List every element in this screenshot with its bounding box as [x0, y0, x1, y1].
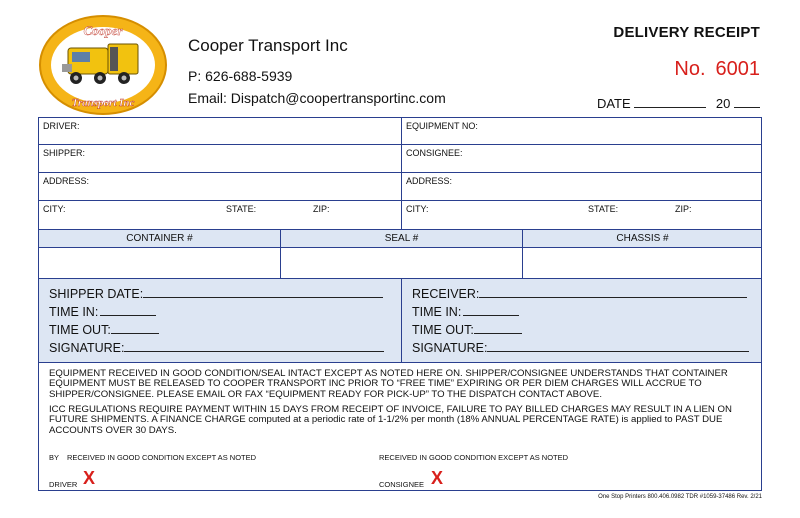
equipment-no-label: EQUIPMENT NO: [406, 121, 478, 131]
date-year: 20 [715, 96, 731, 111]
seal-input[interactable] [281, 248, 522, 278]
receipt-form [38, 117, 762, 491]
equipment-value-row [39, 248, 761, 279]
shipper-label: SHIPPER: [43, 148, 86, 158]
shipper-zip-field[interactable] [309, 201, 389, 229]
terms-paragraph-1: EQUIPMENT RECEIVED IN GOOD CONDITION/SEAL INTACT EXCEPT AS NOTED HERE ON. SHIPPER/CONSIGNEE UNDERSTANDS THAT CONTAINER EQUIPMENT MUST BE RELEASED TO COOPER TRANSPORT INC PRIOR TO “FREE TIME” EXPIRING OR PER DIEM CHARGES WILL ACCRUE TO SHIPPER/CONSIGNEE. PLEASE EMAIL OR FAX “EQUIPMENT READY FOR PICK-UP” TO THE DISPATCH CONTACT ABOVE. [49, 368, 728, 400]
shipper-city-label: CITY: [43, 204, 66, 214]
consignee-state-field[interactable] [584, 201, 664, 229]
container-input[interactable] [39, 248, 280, 278]
signature-section [39, 279, 761, 363]
receipt-number-value: 6001 [715, 58, 760, 80]
consignee-address-label: ADDRESS: [406, 176, 453, 186]
shipper-date-label: SHIPPER DATE: [49, 287, 144, 301]
row-city [39, 201, 761, 230]
consignee-address-field[interactable] [402, 173, 762, 200]
company-phone: P: 626-688-5939 [188, 68, 293, 84]
received-left-text: RECEIVED IN GOOD CONDITION EXCEPT AS NOTED [66, 453, 257, 462]
row-address [39, 173, 761, 201]
receipt-title: DELIVERY RECEIPT [613, 24, 760, 41]
date-field[interactable] [597, 96, 760, 111]
driver-field[interactable] [39, 118, 401, 144]
truck-icon [62, 44, 138, 84]
terms-paragraph-2: ICC REGULATIONS REQUIRE PAYMENT WITHIN 15 DAYS FROM RECEIPT OF INVOICE, FAILURE TO PAY BILLED CHARGES MAY RESULT IN A LIEN ON FUTURE SHIPMENTS. A FINANCE CHARGE computed at a periodic rate of 1-1/2% per month (18% ANNUAL PERCENTAGE RATE) is applied to PAST DUE ACCOUNTS OVER 30 DAYS. [49, 404, 732, 436]
receipt-number-label: No. [674, 58, 706, 80]
received-right-text: RECEIVED IN GOOD CONDITION EXCEPT AS NOTED [379, 453, 569, 462]
equipment-no-field[interactable] [402, 118, 762, 144]
time-in-left-field[interactable] [49, 305, 391, 319]
consignee-label: CONSIGNEE: [406, 148, 463, 158]
driver-sign-label: DRIVER [49, 480, 78, 489]
chassis-header: CHASSIS # [616, 233, 669, 244]
receiver-signature-block [402, 279, 762, 362]
time-out-left-field[interactable] [49, 323, 391, 337]
printer-footer: One Stop Printers 800.406.0982 TDR #1059-37486 Rev. 2/21 [598, 494, 762, 500]
company-email: Email: Dispatch@coopertransportinc.com [188, 90, 446, 106]
shipper-state-field[interactable] [222, 201, 302, 229]
time-out-right-label: TIME OUT: [412, 323, 474, 337]
signature-left-field[interactable] [49, 341, 391, 355]
shipper-state-label: STATE: [226, 204, 257, 214]
consignee-x-mark[interactable]: X [431, 468, 444, 488]
driver-label: DRIVER: [43, 121, 80, 131]
consignee-sign-label: CONSIGNEE [379, 480, 425, 489]
shipper-signature-block [39, 279, 401, 362]
shipper-field[interactable] [39, 145, 401, 172]
chassis-input[interactable] [523, 248, 762, 278]
shipper-zip-label: ZIP: [313, 204, 330, 214]
date-label: DATE [596, 96, 631, 111]
consignee-state-label: STATE: [588, 204, 619, 214]
consignee-zip-label: ZIP: [675, 204, 692, 214]
time-in-right-label: TIME IN: [412, 305, 462, 319]
shipper-address-field[interactable] [39, 173, 401, 200]
shipper-address-label: ADDRESS: [43, 176, 90, 186]
time-out-left-label: TIME OUT: [49, 323, 111, 337]
receiver-field[interactable] [412, 287, 752, 301]
signature-right-label: SIGNATURE: [412, 341, 488, 355]
company-logo [38, 14, 168, 116]
consignee-city-label: CITY: [406, 204, 429, 214]
company-info [188, 36, 446, 112]
shipper-date-field[interactable] [49, 287, 391, 301]
time-in-left-label: TIME IN: [49, 305, 99, 319]
receiver-label: RECEIVER: [412, 287, 480, 301]
signature-right-field[interactable] [412, 341, 752, 355]
company-name: Cooper Transport Inc [188, 36, 348, 55]
consignee-city-field[interactable] [402, 201, 582, 229]
time-in-right-field[interactable] [412, 305, 752, 319]
driver-x-mark[interactable]: X [83, 468, 96, 488]
time-out-right-field[interactable] [412, 323, 752, 337]
consignee-zip-field[interactable] [671, 201, 751, 229]
row-shipper [39, 145, 761, 173]
signature-left-label: SIGNATURE: [49, 341, 125, 355]
receipt-number [674, 58, 760, 81]
equipment-header-row [39, 230, 761, 248]
container-header: CONTAINER # [126, 233, 193, 244]
shipper-city-field[interactable] [39, 201, 219, 229]
consignee-field[interactable] [402, 145, 762, 172]
seal-header: SEAL # [384, 233, 419, 244]
row-driver [39, 118, 761, 145]
logo-text-top: Cooper [83, 23, 123, 38]
logo-text-bottom: Transport Inc [71, 97, 135, 109]
by-label: BY RECEIVED IN GOOD CONDITION EXCEPT AS NOTED [49, 453, 257, 462]
